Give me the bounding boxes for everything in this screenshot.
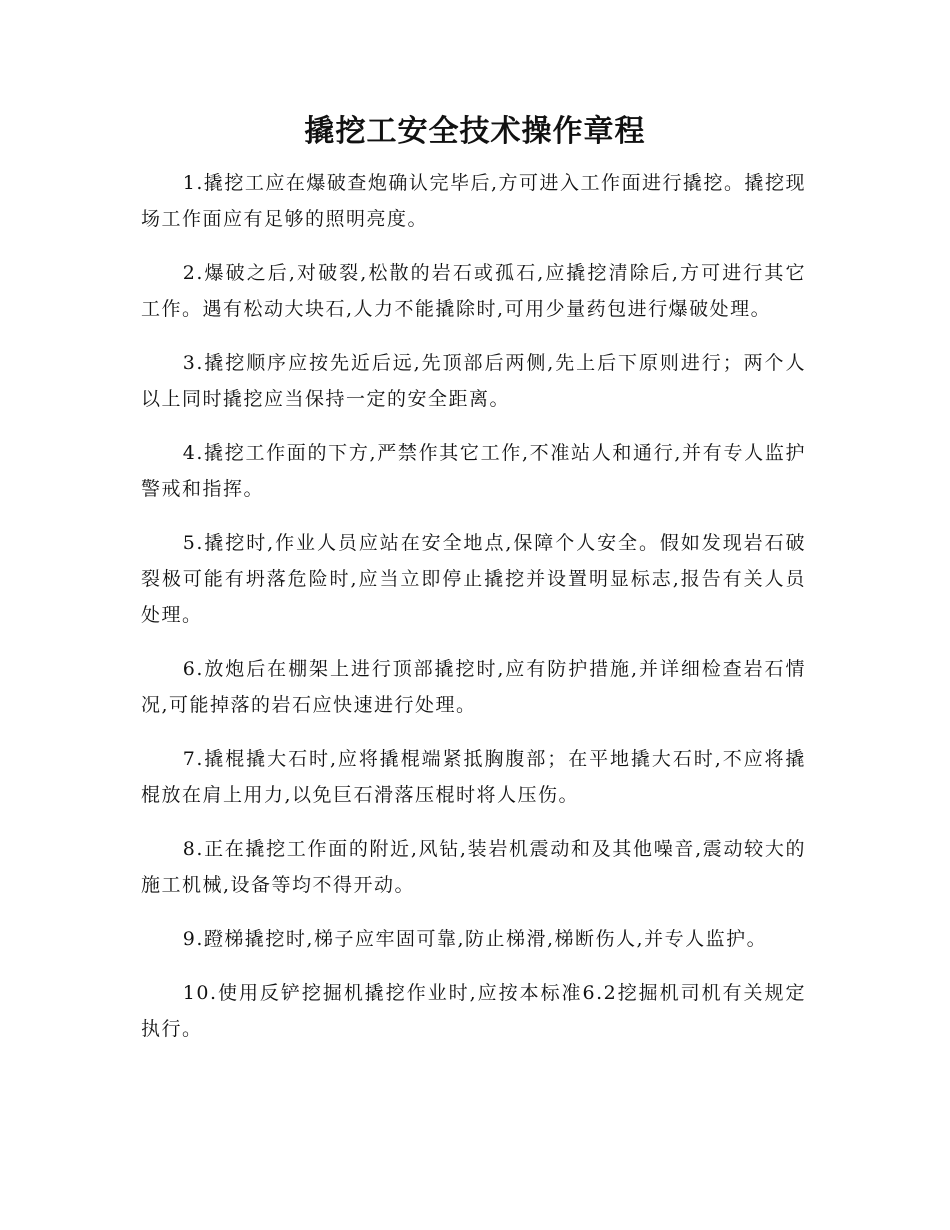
document-body bbox=[141, 165, 806, 1065]
paragraph-8: 8.正在撬挖工作面的附近,风钻,装岩机震动和及其他噪音,震动较大的施工机械,设备等均不得开动。 bbox=[141, 838, 806, 896]
paragraph-4: 4.撬挖工作面的下方,严禁作其它工作,不准站人和通行,并有专人监护警戒和指挥。 bbox=[141, 442, 806, 500]
paragraph-9: 9.蹬梯撬挖时,梯子应牢固可靠,防止梯滑,梯断伤人,并专人监护。 bbox=[182, 928, 768, 950]
paragraph-2: 2.爆破之后,对破裂,松散的岩石或孤石,应撬挖清除后,方可进行其它工作。遇有松动大块石,人力不能撬除时,可用少量药包进行爆破处理。 bbox=[141, 262, 806, 320]
paragraph-10: 10.使用反铲挖掘机撬挖作业时,应按本标准6.2挖掘机司机有关规定执行。 bbox=[141, 982, 806, 1040]
paragraph-3: 3.撬挖顺序应按先近后远,先顶部后两侧,先上后下原则进行；两个人以上同时撬挖应当保持一定的安全距离。 bbox=[141, 352, 806, 410]
paragraph-7: 7.撬棍撬大石时,应将撬棍端紧抵胸腹部；在平地撬大石时,不应将撬棍放在肩上用力,以免巨石滑落压棍时将人压伤。 bbox=[141, 748, 806, 806]
paragraph-5: 5.撬挖时,作业人员应站在安全地点,保障个人安全。假如发现岩石破裂极可能有坍落危险时,应当立即停止撬挖并设置明显标志,报告有关人员处理。 bbox=[141, 532, 806, 626]
paragraph-1: 1.撬挖工应在爆破查炮确认完毕后,方可进入工作面进行撬挖。撬挖现场工作面应有足够的照明亮度。 bbox=[141, 172, 806, 230]
document-title: 撬挖工安全技术操作章程 bbox=[304, 114, 646, 149]
paragraph-6: 6.放炮后在棚架上进行顶部撬挖时,应有防护措施,并详细检查岩石情况,可能掉落的岩石应快速进行处理。 bbox=[141, 658, 806, 716]
